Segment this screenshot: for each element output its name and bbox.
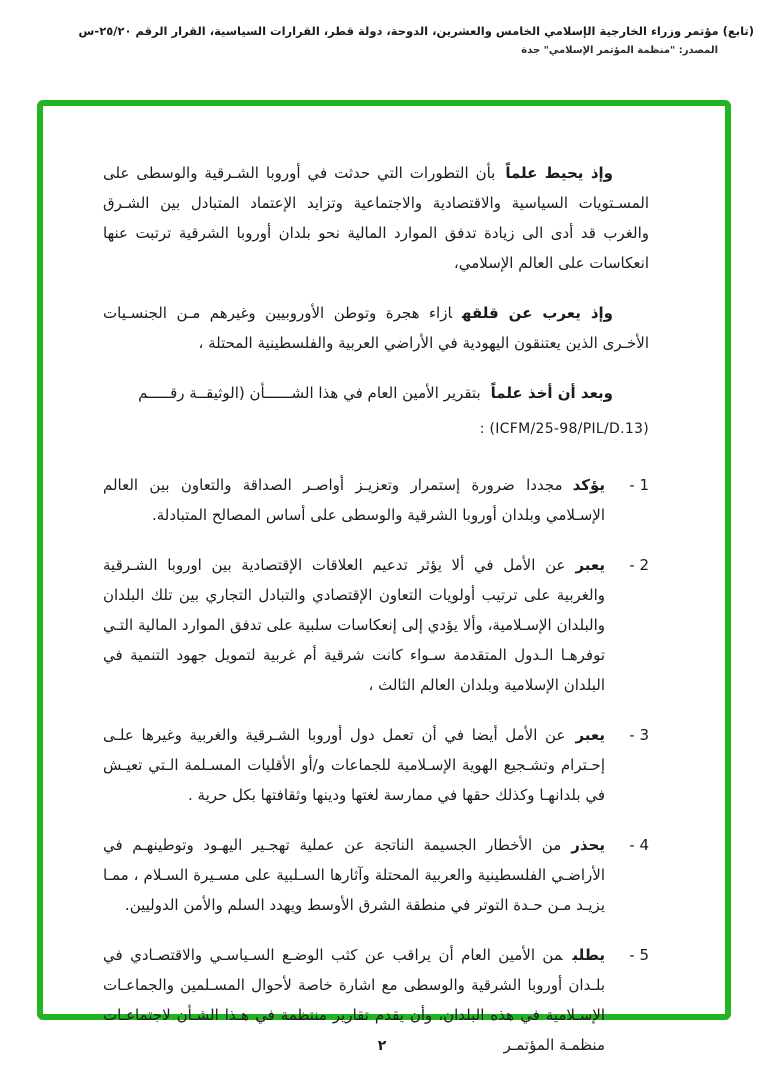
paragraph-text: ازاء هجرة وتوطن الأوروبيين وغيرهم مـن الجنسـيات الأخـرى الذين يعتنقون اليهودية في الأراضي العربية والفلسطينية المحتلة ، [103,304,649,352]
item-body-text: من الأمين العام أن يراقب عن كثب الوضـع السـياسـي والاقتصـادي في بلـدان أوروبا الشرقية والوسطى مع اشارة خاصة لأحوال المسـلمين والجماعـات الإسـلامية في هذه البلدان، وأن يقدم تقارير منتظمة في هـذا الشـأن لاجتماعـات منظمـة المؤتمـر [103,946,605,1054]
item-text [103,830,605,920]
header-title: (تابع) مؤتمر وزراء الخارجية الإسلامي الخامس والعشرين، الدوحة، دولة قطر، القرارات السياسية، القرار الرقم ٢٥/٢٠-س [78,24,754,38]
preamble-paragraph-2 [103,298,649,358]
item-text [103,720,605,810]
document-reference: (ICFM/25-98/PIL/D.13) : [479,421,649,437]
paragraph-text: بأن التطورات التي حدثت في أوروبا الشـرقية والوسطى على المسـتويات السياسية والاقتصادية والاجتماعية وتزايد الإعتماد المتبادل بين الشـرق والغرب قد أدى الى زيادة تدفق الموارد المالية نحو بلدان أوروبا الشرقية ترتبت عنها انعكاسات على العالم الإسلامي، [103,164,649,272]
resolution-item-2 [103,550,649,700]
paragraph-text: بتقرير الأمين العام في هذا الشــــــأن (الوثيقــة رقـــــم [138,384,481,402]
item-number: 2 - [629,556,649,574]
item-body-text: عن الأمل أيضا في أن تعمل دول أوروبا الشـرقية والغربية وغيرها علـى إحـترام وتشـجيع الهوية الإسـلامية للجماعات و/أو الأقليات المسـلمة الـتي تعيـش في بلدانهـا وكذلك حقها في ممارسة لغتها ودينها وثقافتها بكل حرية . [103,726,605,804]
item-body-text: عن الأمل في ألا يؤثر تدعيم العلاقات الإقتصادية بين اوروبا الشـرقية والغربية على ترتيب أولويات التعاون الإقتصادي والتبادل التجاري بين تلك البلدان والبلدان الإسـلامية، وألا يؤدي إلى إنعكاسات سلبية على تدفق الموارد المالية التـي توفرهـا الـدول المتقدمة سـواء كانت شرقية أم غربية لتمويل جهود التنمية في البلدان الإسلامية وبلدان العالم الثالث ، [103,556,605,694]
item-text [103,470,605,530]
paragraph-lead: وبعد أن أخذ علماً [490,384,613,402]
item-number: 1 - [629,476,649,494]
item-lead: يطلب [572,946,605,964]
paragraph-lead: وإذ يحيط علماً [505,164,613,182]
item-lead: يؤكد [572,476,605,494]
content-border-frame [37,100,731,1054]
item-number: 5 - [629,946,649,964]
item-number: 3 - [629,726,649,744]
item-lead: يعبر [575,556,605,574]
item-body-text: مجددا ضرورة إستمرار وتعزيـز أواصـر الصداقة والتعاون بين العالم الإسـلامي وبلدان أوروبا الشرقية والوسطى على أساس المصالح المتبادلة. [103,476,605,524]
item-number: 4 - [629,836,649,854]
paragraph-lead: وإذ يعرب عن قلقه [462,304,613,322]
item-body-text: من الأخطار الجسيمة الناتجة عن عملية تهجـير اليهـود وتوطينهـم في الأراضـي الفلسطينية والعربية المحتلة وآثارها السـلبية على مسـيرة السـلام ، ممـا يزيـد مـن حـدة التوتر في منطقة الشرق الأوسط ويهدد السلم والأمن الدوليين. [103,836,605,914]
preamble-paragraph-1 [103,158,649,278]
header-source: المصدر: "منظمة المؤتمر الإسلامي" جدة [521,45,718,56]
resolution-item-4 [103,830,649,920]
item-lead: يحذر [571,836,605,854]
preamble-paragraph-3 [103,378,649,408]
item-lead: يعبر [575,726,605,744]
document-header [10,24,754,56]
page-number: ٢ [377,1038,387,1054]
resolution-item-1 [103,470,649,530]
resolution-item-3 [103,720,649,810]
item-text [103,550,605,700]
document-body [103,158,649,1060]
